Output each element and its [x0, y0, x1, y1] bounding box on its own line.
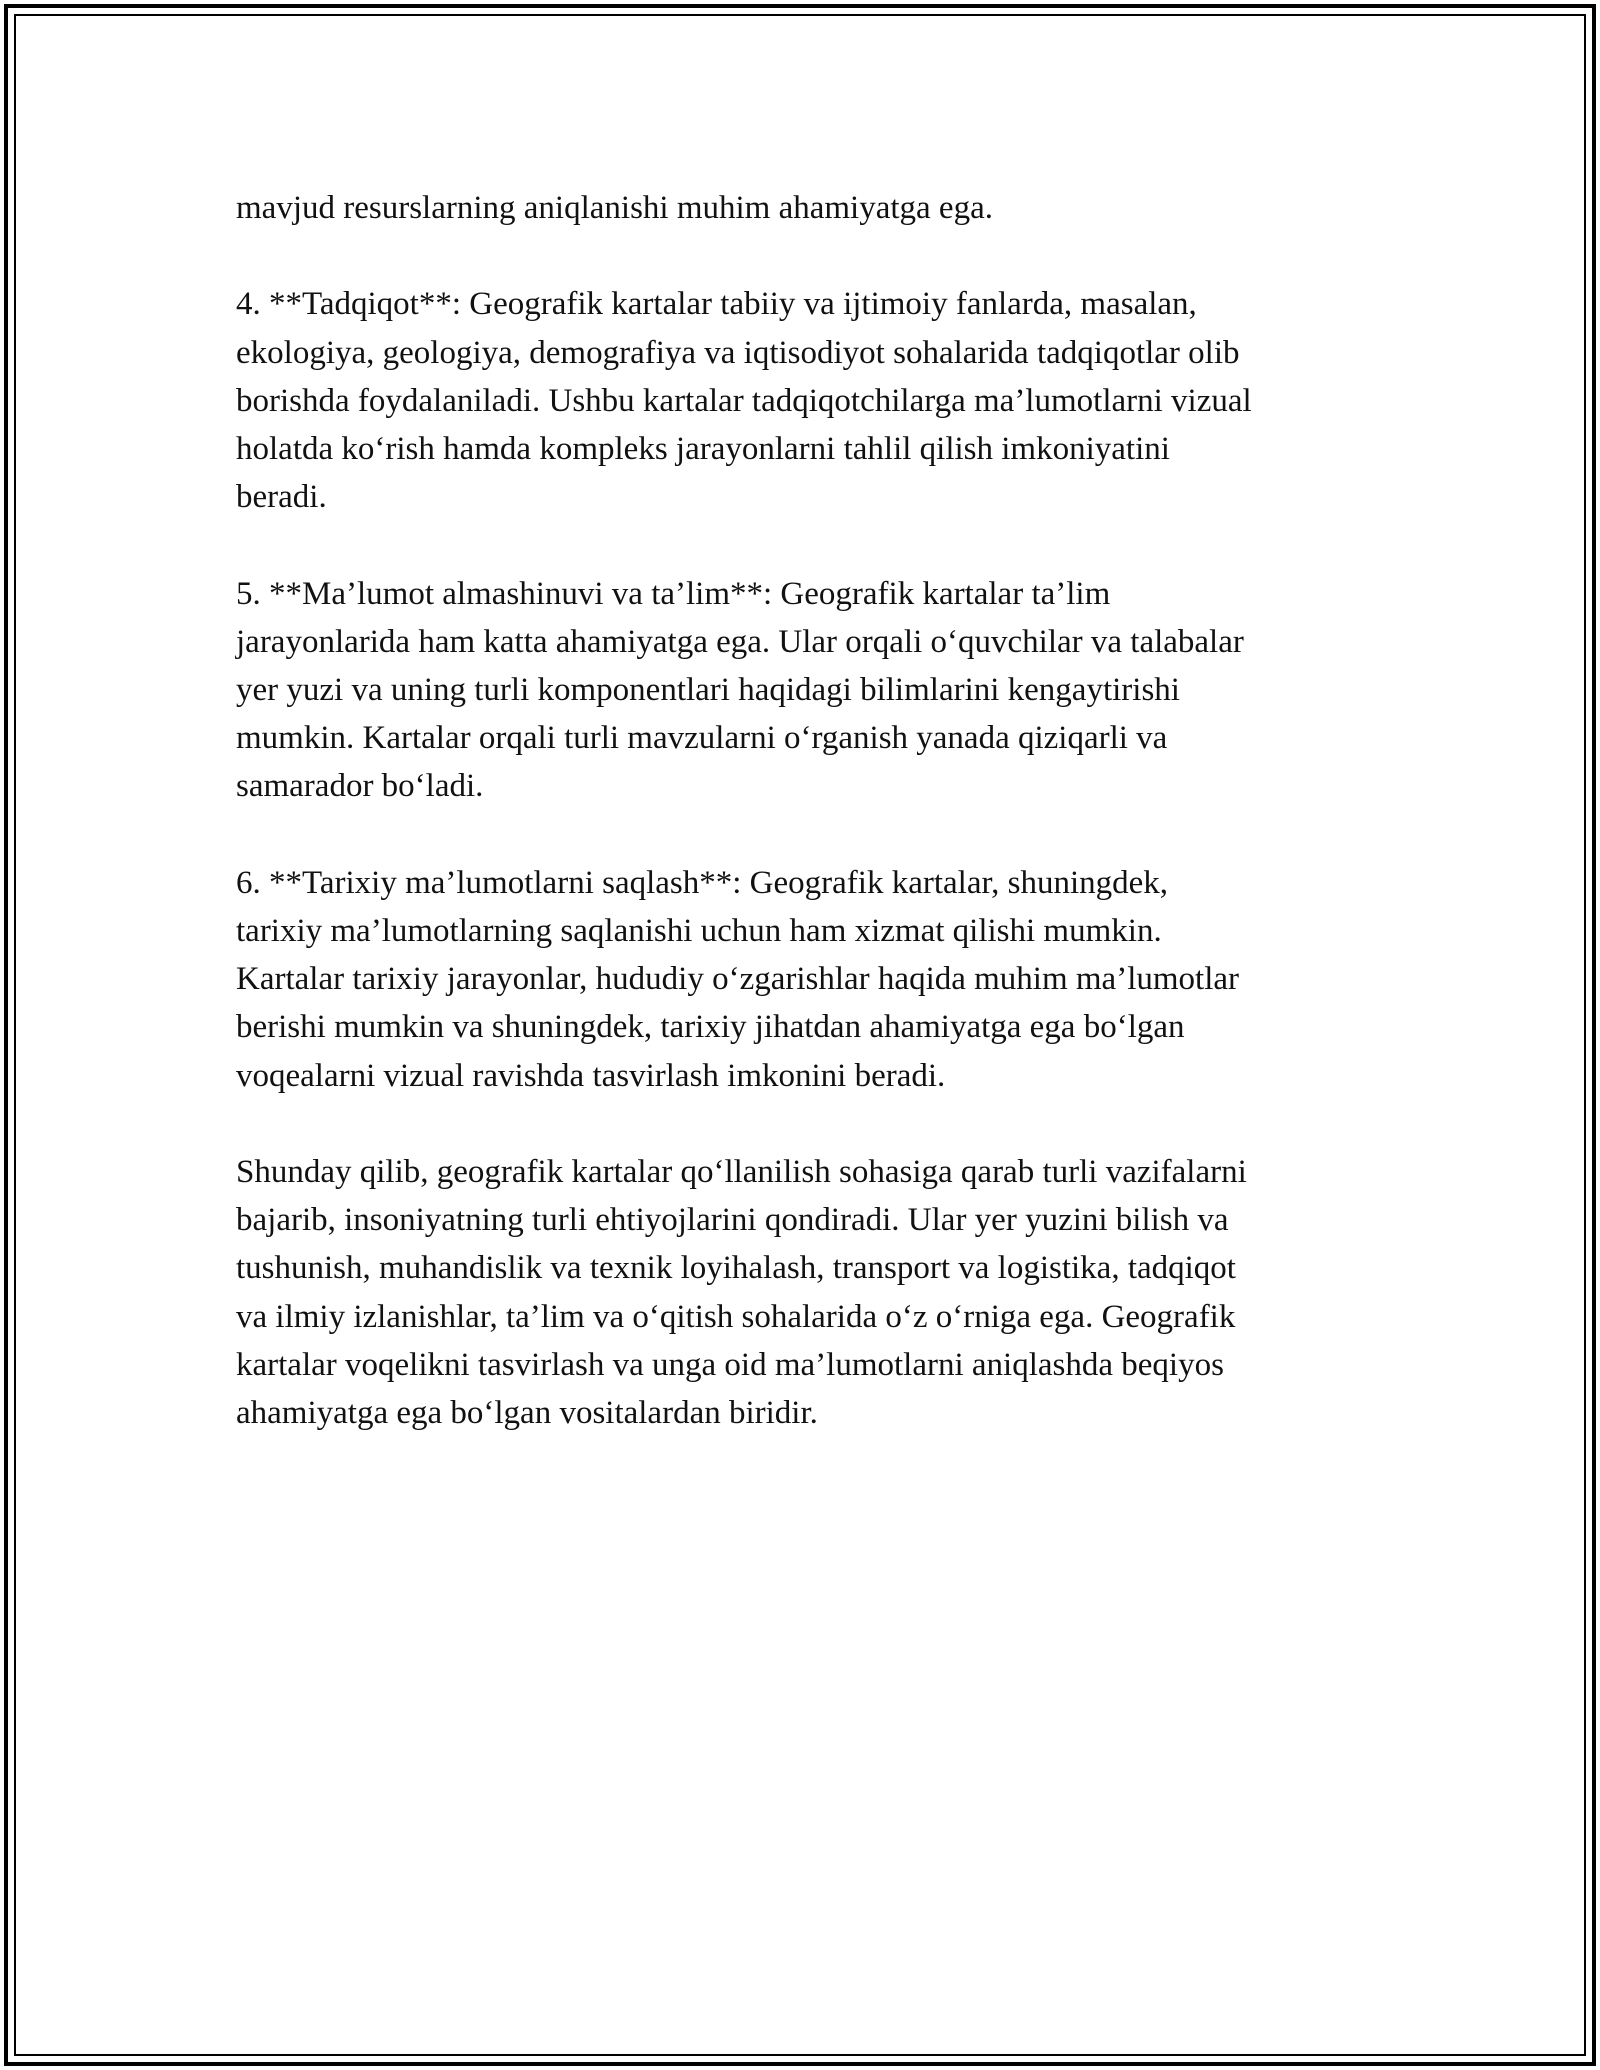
paragraph-research: 4. **Tadqiqot**: Geografik kartalar tabiiy va ijtimoiy fanlarda, masalan, ekologiya, geologiya, demografiya va iqtisodiyot sohalarida tadqiqotlar olib borishda foydalaniladi. Ushbu kartalar tadqiqotchilarga ma’lumotlarni vizual holatda ko‘rish hamda kompleks jarayonlarni tahlil qilish imkoniyatini beradi. — [236, 286, 1252, 516]
document-body — [236, 184, 1396, 1485]
paragraph-conclusion: Shunday qilib, geografik kartalar qo‘llanilish sohasiga qarab turli vazifalarni bajarib, insoniyatning turli ehtiyojlarini qondiradi. Ular yer yuzini bilish va tushunish, muhandislik va texnik loyihalash, transport va logistika, tadqiqot va ilmiy izlanishlar, ta’lim va o‘qitish sohalarida o‘z o‘rniga ega. Geografik kartalar voqelikni tasvirlash va unga oid ma’lumotlarni aniqlashda beqiyos ahamiyatga ega bo‘lgan vositalardan biridir. — [236, 1154, 1247, 1432]
paragraph-information-exchange-education: 5. **Ma’lumot almashinuvi va ta’lim**: Geografik kartalar ta’lim jarayonlarida ham katta ahamiyatga ega. Ular orqali o‘quvchilar va talabalar yer yuzi va uning turli komponentlari haqidagi bilimlarini kengaytirishi mumkin. Kartalar orqali turli mavzularni o‘rganish yanada qiziqarli va samarador bo‘ladi. — [236, 575, 1244, 805]
paragraph-resources-continued: mavjud resurslarning aniqlanishi muhim ahamiyatga ega. — [236, 190, 993, 226]
paragraph-historical-data: 6. **Tarixiy ma’lumotlarni saqlash**: Geografik kartalar, shuningdek, tarixiy ma’lumotlarning saqlanishi uchun ham xizmat qilishi mumkin. Kartalar tarixiy jarayonlar, hududiy o‘zgarishlar haqida muhim ma’lumotlar berishi mumkin va shuningdek, tarixiy jihatdan ahamiyatga ega bo‘lgan voqealarni vizual ravishda tasvirlash imkonini beradi. — [236, 864, 1240, 1094]
